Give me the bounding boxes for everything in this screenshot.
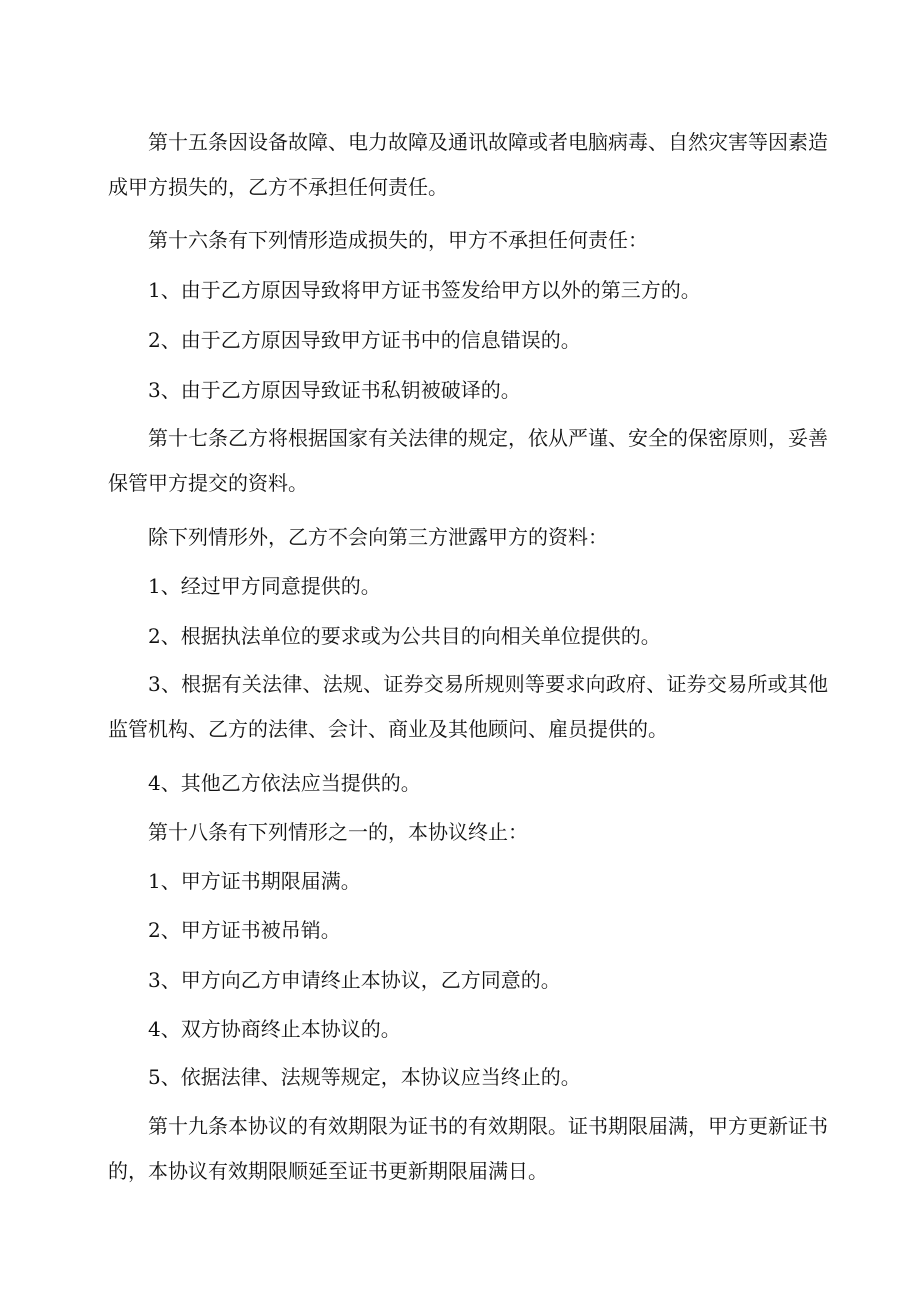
termination-item-4: 4、双方协商终止本协议的。 [148,1017,401,1041]
disclosure-item-1: 1、经过甲方同意提供的。 [148,574,381,598]
termination-item-1: 1、甲方证书期限届满。 [148,869,361,893]
article-15: 第十五条因设备故障、电力故障及通讯故障或者电脑病毒、自然灾害等因素造成甲方损失的，乙方不承担任何责任。 [108,130,828,199]
termination-item-2: 2、甲方证书被吊销。 [148,918,341,942]
disclosure-item-4: 4、其他乙方依法应当提供的。 [148,771,421,795]
article-16: 第十六条有下列情形造成损失的，甲方不承担任何责任： [148,228,648,252]
article-16-item-2: 2、由于乙方原因导致甲方证书中的信息错误的。 [148,328,581,352]
termination-item-5: 5、依据法律、法规等规定，本协议应当终止的。 [148,1065,581,1089]
termination-item-3: 3、甲方向乙方申请终止本协议，乙方同意的。 [148,968,561,992]
article-16-item-1: 1、由于乙方原因导致将甲方证书签发给甲方以外的第三方的。 [148,278,701,302]
disclosure-item-3: 3、根据有关法律、法规、证券交易所规则等要求向政府、证券交易所或其他监管机构、乙方的法律、会计、商业及其他顾问、雇员提供的。 [108,672,828,741]
disclosure-item-2: 2、根据执法单位的要求或为公共目的向相关单位提供的。 [148,624,661,648]
article-16-item-3: 3、由于乙方原因导致证书私钥被破译的。 [148,378,521,402]
article-18: 第十八条有下列情形之一的，本协议终止： [148,820,528,844]
article-17: 第十七条乙方将根据国家有关法律的规定，依从严谨、安全的保密原则，妥善保管甲方提交的资料。 [108,426,828,495]
article-19: 第十九条本协议的有效期限为证书的有效期限。证书期限届满，甲方更新证书的，本协议有效期限顺延至证书更新期限届满日。 [108,1114,828,1183]
disclosure-intro: 除下列情形外，乙方不会向第三方泄露甲方的资料： [148,525,608,549]
